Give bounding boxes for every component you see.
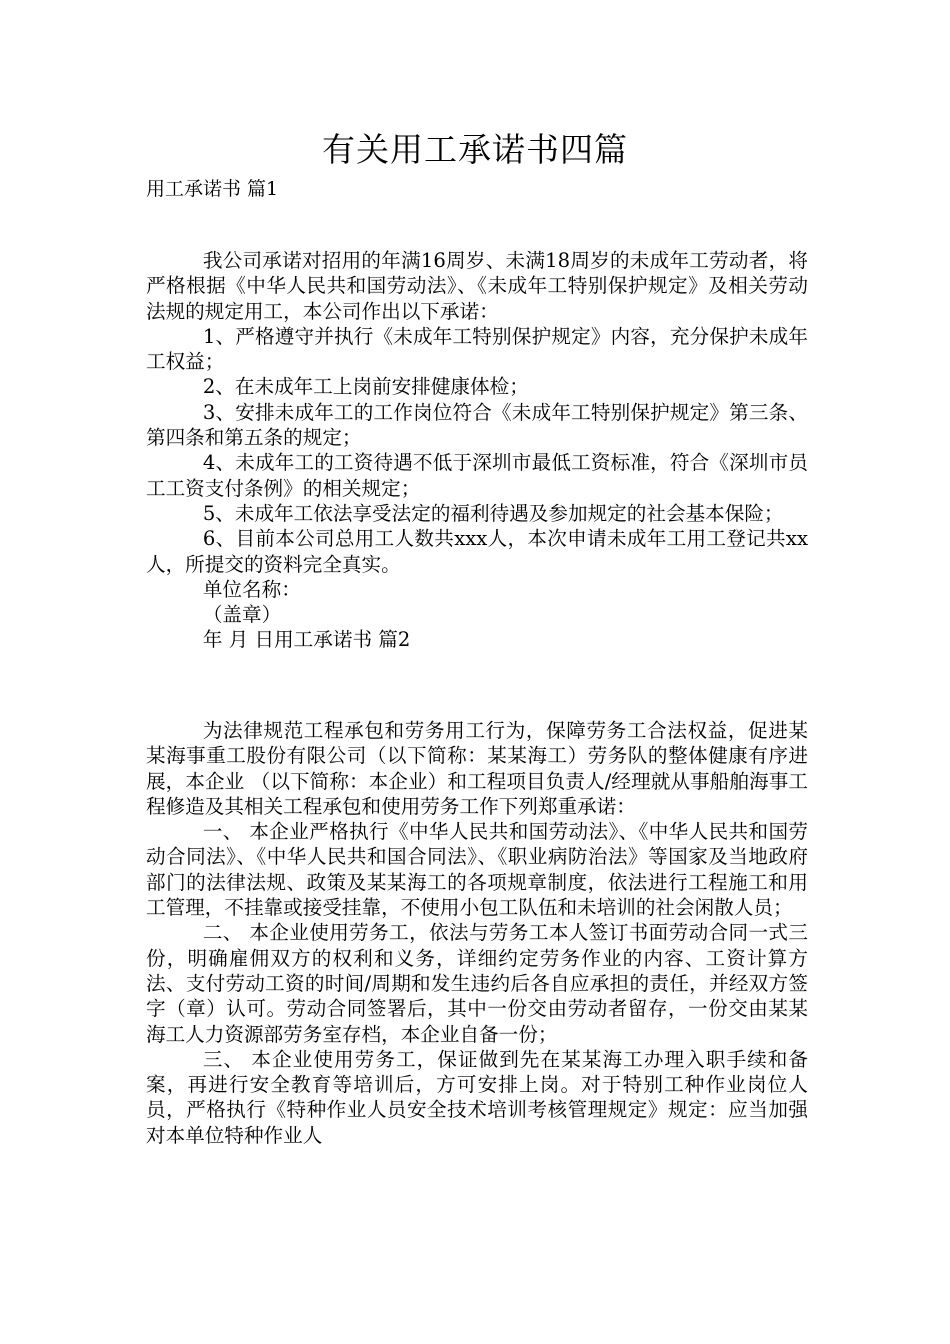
list-item: 3、安排未成年工的工作岗位符合《未成年工特别保护规定》第三条、第四条和第五条的规定； (146, 400, 808, 450)
unit-name-label: 单位名称： (202, 577, 301, 601)
list-item: 2、在未成年工上岗前安排健康体检； (202, 375, 529, 399)
section-2-body (146, 718, 808, 1148)
list-item: 二、 本企业使用劳务工，依法与劳务工本人签订书面劳动合同一式三份，明确雇佣双方的权利和义务，详细约定劳务作业的内容、工资计算方法、支付劳动工资的时间/周期和发生违约后各自应承担的责任，并经双方签字（章）认可。劳动合同签署后，其中一份交由劳动者留存，一份交由某某海工人力资源部劳务室存档，本企业自备一份； (146, 921, 808, 1046)
list-item: 三、 本企业使用劳务工，保证做到先在某某海工办理入职手续和备案，再进行安全教育等培训后，方可安排上岗。对于特别工种作业岗位人员，严格执行《特种作业人员安全技术培训考核管理规定》规定：应当加强对本单位特种作业人 (146, 1047, 808, 1147)
list-item: 1、严格遵守并执行《未成年工特别保护规定》内容，充分保护未成年工权益； (146, 324, 808, 374)
list-item: 4、未成年工的工资待遇不低于深圳市最低工资标准，符合《深圳市员工工资支付条例》的相关规定； (146, 451, 808, 500)
seal-label: （盖章） (202, 603, 282, 627)
date-and-section-heading-2: 年 月 日用工承诺书 篇2 (202, 628, 411, 652)
list-item: 一、 本企业严格执行《中华人民共和国劳动法》、《中华人民共和国劳动合同法》、《中华人民共和国合同法》、《职业病防治法》等国家及当地政府部门的法律法规、政策及某某海工的各项规章制度，依法进行工程施工和用工管理，不挂靠或接受挂靠，不使用小包工队伍和未培训的社会闲散人员； (146, 820, 808, 920)
document-title: 有关用工承诺书四篇 (322, 130, 628, 169)
section-1-body (146, 248, 808, 653)
list-item: 5、未成年工依法享受法定的福利待遇及参加规定的社会基本保险； (202, 501, 784, 525)
section-heading-1: 用工承诺书 篇1 (146, 178, 279, 200)
list-item: 6、目前本公司总用工人数共xxx人，本次申请未成年工用工登记共xx人，所提交的资料完全真实。 (146, 527, 808, 576)
paragraph: 我公司承诺对招用的年满16周岁、未满18周岁的未成年工劳动者，将严格根据《中华人民共和国劳动法》、《未成年工特别保护规定》及相关劳动法规的规定用工，本公司作出以下承诺： (146, 249, 808, 323)
paragraph: 为法律规范工程承包和劳务用工行为，保障劳务工合法权益，促进某某海事重工股份有限公司（以下简称：某某海工）劳务队的整体健康有序进展，本企业 （以下简称：本企业）和工程项目负责人/经理就从事船舶海事工程修造及其相关工程承包和使用劳务工作下列郑重承诺： (146, 719, 808, 818)
